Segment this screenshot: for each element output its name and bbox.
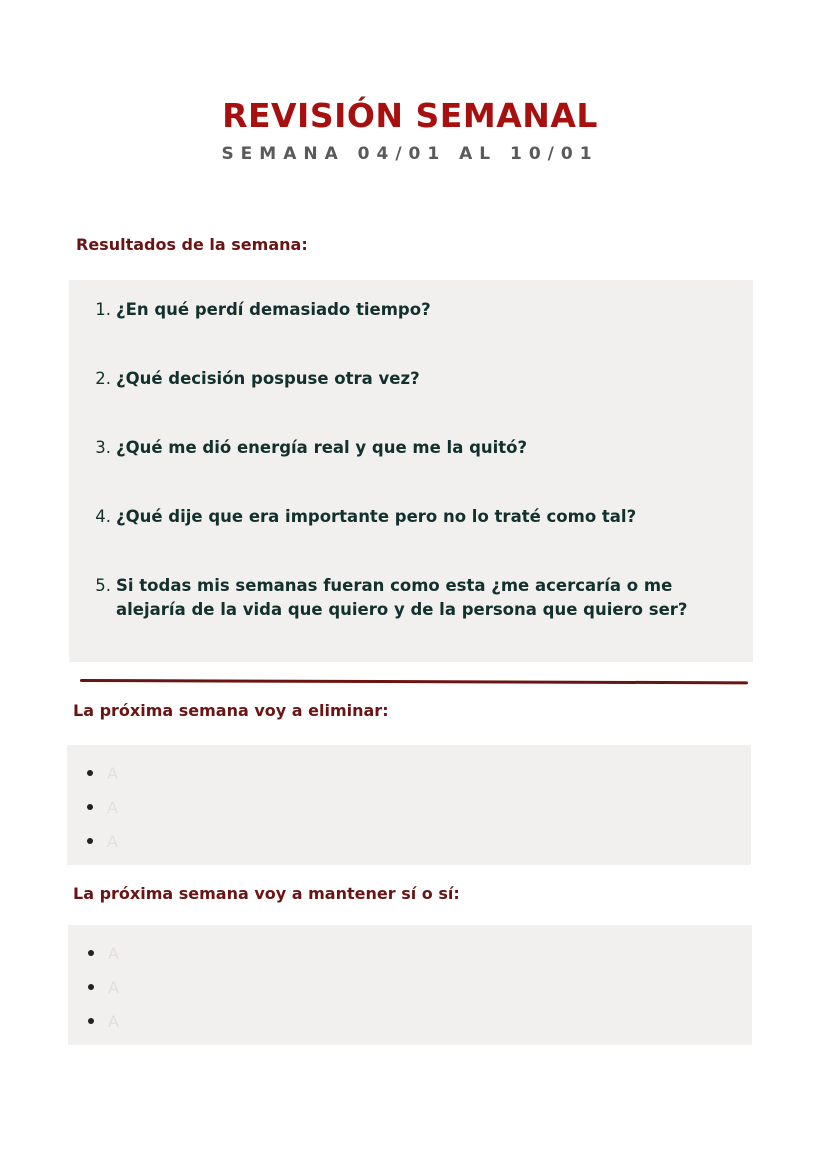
question-item [89,298,729,322]
list-item [87,763,118,783]
eliminate-panel [67,745,751,865]
bullet-icon [87,838,93,844]
page-subtitle: SEMANA 04/01 AL 10/01 [221,144,599,164]
item-placeholder: A [108,977,119,997]
bullet-icon [87,770,93,776]
bullet-icon [88,984,94,990]
keep-label: La próxima semana voy a mantener sí o sí: [73,884,460,903]
list-item [87,797,118,817]
bullet-icon [87,804,93,810]
question-number: 2. [95,369,111,388]
item-placeholder: A [107,763,118,783]
question-item [89,574,729,622]
section-divider [80,679,748,684]
item-placeholder: A [108,943,119,963]
bullet-icon [88,1018,94,1024]
question-number: 5. [95,576,111,595]
questions-panel [69,280,753,662]
page-title: REVISIÓN SEMANAL [222,96,598,135]
keep-panel [68,925,752,1045]
question-number: 1. [95,300,111,319]
question-text: ¿Qué decisión pospuse otra vez? [116,369,420,388]
bullet-icon [88,950,94,956]
question-item [89,505,729,529]
question-item [89,436,729,460]
results-label: Resultados de la semana: [76,235,308,254]
question-item [89,367,729,391]
list-item [88,1011,119,1031]
list-item [88,977,119,997]
item-placeholder: A [107,797,118,817]
question-text: Si todas mis semanas fueran como esta ¿me acercaría o me alejaría de la vida que quiero y de la persona que quiero ser? [116,576,688,619]
eliminate-label: La próxima semana voy a eliminar: [73,701,389,720]
list-item [87,831,118,851]
item-placeholder: A [108,1011,119,1031]
question-text: ¿Qué dije que era importante pero no lo traté como tal? [116,507,637,526]
question-text: ¿En qué perdí demasiado tiempo? [116,300,431,319]
question-number: 4. [95,507,111,526]
question-text: ¿Qué me dió energía real y que me la quitó? [116,438,528,457]
question-number: 3. [95,438,111,457]
item-placeholder: A [107,831,118,851]
list-item [88,943,119,963]
